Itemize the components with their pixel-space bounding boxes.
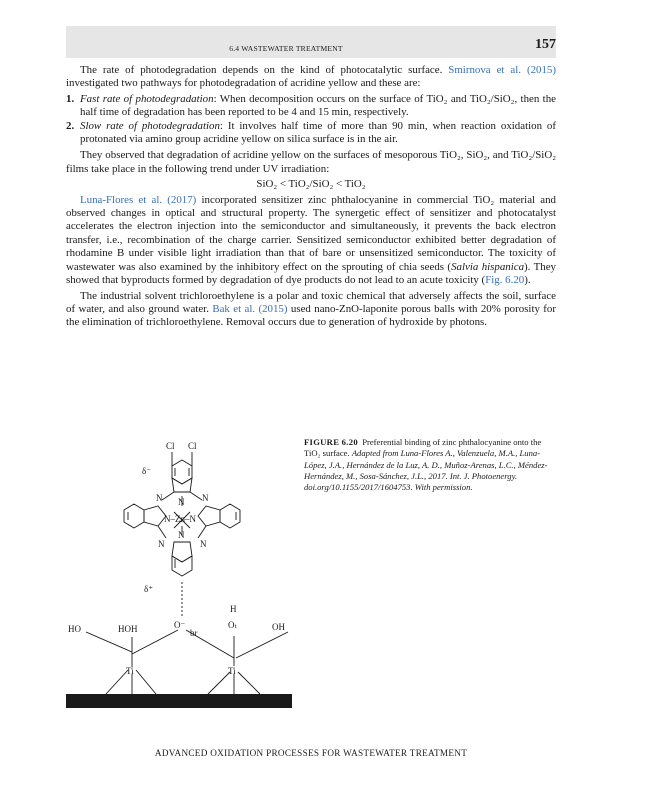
trend-equation: SiO₂ < TiO₂/SiO₂ < TiO₂ <box>256 178 366 191</box>
label-n-top-left: N <box>156 493 163 503</box>
header-band <box>66 26 556 58</box>
pathway-text-fast: : When decomposition occurs on the surface of TiO₂ and TiO₂/SiO₂, then the half time of degradation has been reported to be 4 and 15 min, respectively. <box>80 92 556 119</box>
paragraph-3-text-b: ). They showed that byproducts formed by degradation of dye products do not lead to an acute toxicity ( <box>66 260 556 287</box>
label-h: H <box>230 604 237 614</box>
paragraph-1 <box>66 64 556 91</box>
label-ho-left: HO <box>68 624 81 634</box>
body-text <box>66 64 556 330</box>
left-pyrrole-ring <box>144 506 166 526</box>
left-benzene-ring <box>124 504 144 528</box>
pathway-item-fast <box>66 93 556 120</box>
label-n-bottom-right: N <box>200 539 207 549</box>
figure-label: FIGURE 6.20 <box>304 437 358 447</box>
pathway-text-slow: : It involves half time of more than 90 min, when reaction oxidation of protonated via amino group acridine yellow on silica surface is in the air. <box>80 119 556 146</box>
figure-caption-text: Preferential binding of zinc phthalocyanine onto the TiO₂ surface. <box>304 437 542 459</box>
pathway-number-1: 1. <box>66 92 75 105</box>
paragraph-1-text-b: investigated two pathways for photodegradation of acridine yellow and these are: <box>66 77 421 90</box>
label-o-t: Oₜ <box>228 620 237 630</box>
citation-bak[interactable]: Bak et al. (2015) <box>212 302 288 315</box>
label-hoh: HOH <box>118 624 138 634</box>
pathway-item-slow <box>66 120 556 147</box>
label-cl-right: Cl <box>188 441 197 451</box>
label-n-inner-bottom: N <box>178 530 185 540</box>
paragraph-4-text-b: used nano-ZnO-laponite porous balls with 20% porosity for the elimination of trichloroethylene. Removal occurs due to generation of hydroxide by photons. <box>66 302 556 329</box>
label-n-inner-top: N <box>178 497 185 507</box>
label-zn-row: N–Zn–N <box>164 514 196 524</box>
label-n-bottom-left: N <box>158 539 165 549</box>
paragraph-4-text-a: The industrial solvent trichloroethylene is a polar and toxic chemical that adversely affects the soil, surface of water, and also ground water. <box>66 289 556 315</box>
label-ti-left: Ti <box>126 666 134 676</box>
zinc-phthalocyanine-diagram <box>66 432 296 712</box>
running-head: 6.4 WASTEWATER TREATMENT <box>229 44 343 53</box>
paragraph-3-text-c: ). <box>524 274 531 287</box>
label-ti-right: Ti <box>228 666 236 676</box>
paragraph-4 <box>66 290 556 330</box>
tio2-substrate <box>66 694 292 708</box>
figure-caption <box>304 437 556 493</box>
paragraph-2: They observed that degradation of acridine yellow on the surfaces of mesoporous TiO₂, SiO₂, and TiO₂/SiO₂ films take place in the following trend under UV irradiation: <box>66 149 556 175</box>
label-br: br <box>190 628 198 638</box>
figure-credit: Adapted from Luna-Flores A., Valenzuela, M.A., Luna-López, J.A., Hernández de la Luz, A. D., Muñoz-Arenas, L.C., Méndez-Hernández, M., Sosa-Sánchez, J.L., 2017. Int. J. Photoenergy. doi.org/10.1155/2017/1604753. With permission. <box>304 448 548 493</box>
page-number: 157 <box>535 37 556 52</box>
label-delta-minus: δ⁻ <box>142 466 151 476</box>
citation-luna-flores[interactable]: Luna-Flores et al. (2017) <box>80 193 197 206</box>
label-o-minus: O⁻ <box>174 620 186 630</box>
pathway-number-2: 2. <box>66 119 75 132</box>
figure-reference-link[interactable]: Fig. 6.20 <box>485 274 525 287</box>
label-oh-right: OH <box>272 622 285 632</box>
pathway-title-slow: Slow rate of photodegradation <box>80 119 220 132</box>
label-n-top-right: N <box>202 493 209 503</box>
label-delta-plus: δ⁺ <box>144 584 153 594</box>
right-benzene-ring <box>220 504 240 528</box>
running-footer: ADVANCED OXIDATION PROCESSES FOR WASTEWATER TREATMENT <box>154 748 468 758</box>
label-cl-left: Cl <box>166 441 175 451</box>
top-pyrrole-ring <box>172 478 192 492</box>
pathway-title-fast: Fast rate of photodegradation <box>80 92 214 105</box>
right-pyrrole-ring <box>198 506 220 526</box>
paragraph-3-text-a: incorporated sensitizer zinc phthalocyanine in commercial TiO₂ material and observed changes in optical and structural property. The synergetic effect of sensitizer and photocatalyst accelerates the electron injection into the semiconductor and simultaneously, it prevents the back electron transfer, i.e., recombination of the charge carrier. Sensitized semiconductor exhibited better degradation of rhodamine B under visible light irradiation than that of bare or unsensitized semiconductor. The toxicity of wastewater was also examined by the inhibitory effect on the sprouting of chia seeds ( <box>66 193 556 273</box>
pathway-list <box>66 93 556 147</box>
citation-smirnova[interactable]: Smirnova et al. (2015) <box>448 64 556 76</box>
paragraph-3 <box>66 194 556 288</box>
species-name: Salvia hispanica <box>451 260 525 273</box>
paragraph-1-text-a: The rate of photodegradation depends on the kind of photocatalytic surface. <box>80 64 449 76</box>
figure-6-20 <box>66 432 296 712</box>
